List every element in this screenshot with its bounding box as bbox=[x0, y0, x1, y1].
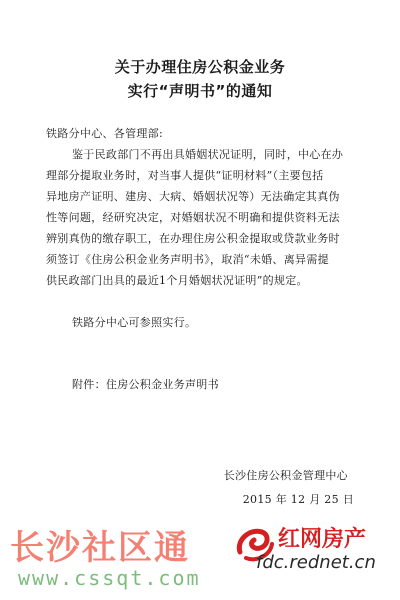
watermark-brand bbox=[278, 522, 366, 553]
paragraph-line: 供民政部门出具的最近1个月婚姻状况证明”的规定。 bbox=[46, 274, 308, 287]
watermark-brand-b: 房产 bbox=[322, 527, 367, 552]
issuer-name: 长沙住房公积金管理中心 bbox=[223, 469, 348, 482]
paragraph-line: 性等问题，经研究决定，对婚姻状况不明确和提供资料无法 bbox=[46, 211, 340, 224]
salutation: 铁路分中心、各管理部: bbox=[46, 127, 164, 140]
notice-title-line-2: 实行“声明书”的通知 bbox=[127, 82, 273, 100]
watermark-left-text: 长沙社区通 bbox=[10, 528, 190, 568]
paragraph-line: 理部分提取业务时，对当事人提供“证明材料”（主要包括 bbox=[46, 169, 324, 182]
attachment-note: 附件：住房公积金业务声明书 bbox=[72, 378, 219, 391]
notice-title-line-1: 关于办理住房公积金业务 bbox=[114, 58, 286, 76]
paragraph-line: 异地房产证明、建房、大病、婚姻状况等）无法确定其真伪 bbox=[46, 190, 340, 203]
issue-date: 2015 年 12 月 25 日 bbox=[242, 493, 354, 506]
paragraph-line: 辨别真伪的缴存职工，在办理住房公积金提取或贷款业务时 bbox=[46, 232, 340, 245]
watermark-right-url: fdc.rednet.cn bbox=[256, 552, 376, 573]
paragraph-line: 铁路分中心可参照实行。 bbox=[72, 316, 197, 329]
watermark-brand-a: 红网 bbox=[278, 527, 323, 552]
paragraph-line: 须签订《住房公积金业务声明书》，取消“未婚、离异需提 bbox=[46, 253, 329, 266]
paragraph-line: 鉴于民政部门不再出具婚姻状况证明，同时，中心在办 bbox=[72, 148, 344, 161]
watermark-left-url: www.cssqt.com bbox=[18, 566, 201, 590]
